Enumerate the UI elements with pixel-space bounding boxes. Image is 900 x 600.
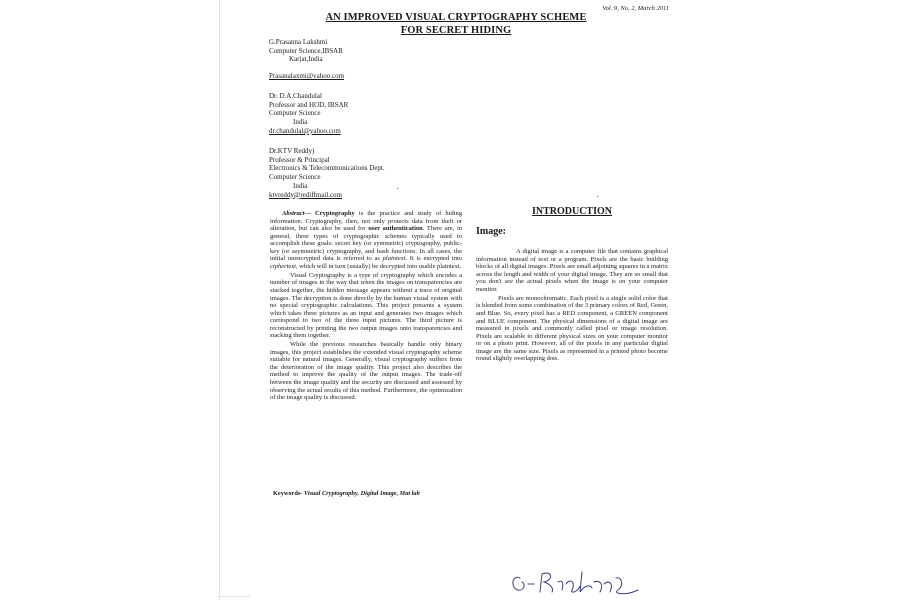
- author-block-2: [269, 92, 348, 136]
- keywords-text: Visual Cryptography, Digital Image, Mat lab: [303, 490, 420, 497]
- scan-edge-mark: [220, 596, 250, 597]
- introduction-heading: INTRODUCTION: [531, 206, 612, 217]
- author-department: Electronics & Telecommunications Dept.: [269, 164, 385, 173]
- title-line-1: AN IMPROVED VISUAL CRYPTOGRAPHY SCHEME: [325, 12, 587, 23]
- paper-title: [300, 12, 612, 37]
- author-name: Dr. D.A.Chandulal: [269, 92, 322, 100]
- abstract-label: Abstract—: [282, 210, 311, 217]
- author-name: Dr.KTV Reddy): [269, 147, 315, 155]
- introduction-column: [476, 208, 668, 364]
- scan-speck: [597, 196, 598, 197]
- term-cryptography: Cryptography: [315, 210, 355, 217]
- author-block-1: [269, 38, 344, 81]
- introduction-paragraph-1: A digital image is a computer file that contains graphical information instead of text or a program. Pixels are the basic building blocks of all digital images. Pixels are small adjoining squares in a matrix across the length and width of your digital image. They are so small that you don't see the actual pixels when the image is on your computer monitor.: [476, 248, 668, 293]
- scan-speck: [397, 188, 398, 189]
- author-email[interactable]: ktvreddy@rediffmail.com: [269, 190, 342, 199]
- term-user-authentication: user authentication: [368, 225, 423, 233]
- image-subheading: Image:: [476, 225, 506, 237]
- author-affiliation: Computer Science,IBSAR: [269, 46, 343, 55]
- author-field: Computer Science: [269, 173, 321, 182]
- author-name: G.Prasanna Lakshmi: [269, 38, 328, 46]
- abstract-paragraph-1: Abstract— Cryptography is the practice and study of hiding information. Cryptography, then, not only protects data from theft or alteration, but can also be used for user authentication. There are, in general, three types of cryptographic schemes typically used to accomplish these goals: secret key (or symmetric) cryptography, public-key (or asymmetric) cryptography, and hash functions. In all cases, the initial unencrypted data is referred to as plaintext. It is encrypted into ciphertext, which will in turn (usually) be decrypted into usable plaintext.: [270, 210, 463, 270]
- abstract-paragraph-3: While the previous researches basically handle only binary images, this project establishes the extended visual cryptography scheme suitable for natural images. Generally, visual cryptography suffers from the deterioration of the image quality. This project also describes the method to improve the quality of the output images. The trade-off between the image quality and the security are discussed and assessed by observing the actual results of this method. Furthermore, the optimization of the image quality is discussed.: [270, 341, 462, 402]
- author-block-3: [269, 147, 385, 199]
- author-location: Karjat,India: [289, 55, 323, 64]
- author-location: India: [293, 181, 308, 190]
- introduction-paragraph-2: Pixels are monochromatic. Each pixel is a single solid color that is blended from some combination of the 3 primary colors of Red, Green, and Blue. So, every pixel has a RED component, a GREEN component and BLUE component. The physical dimensions of a digital image are measured in pixels and commonly called pixel or image resolution. Pixels are scalable to different physical sizes on your computer monitor or on a photo print. However, all of the pixels in any particular digital image are the same size. Pixels as represented in a printed photo become round slightly overlapping dots.: [476, 294, 668, 363]
- scan-edge-line: [219, 0, 220, 600]
- author-affiliation: Professor and HOD, IBSAR: [269, 100, 349, 109]
- volume-info: Vol. 9, No. 2, March 2011: [602, 5, 669, 12]
- keywords-line: [273, 490, 420, 497]
- handwritten-signature: [506, 560, 646, 600]
- author-department: Computer Science: [269, 109, 321, 118]
- author-affiliation: Professor & Principal: [269, 155, 330, 164]
- abstract-paragraph-2: Visual Cryptography is a type of cryptography which encodes a number of images in the way that when the images on transparencies are stacked together, the hidden message appears without a trace of original images. The decryption is done directly by the human visual system with no special cryptographic calculations. This project presents a system which takes three pictures as an input and generates two images which correspond to two of the three input pictures. The third picture is reconstructed by printing the two output images onto transparencies and stacking them together.: [270, 271, 462, 340]
- title-line-2: FOR SECRET HIDING: [400, 24, 512, 36]
- author-location: India: [293, 118, 308, 127]
- author-email[interactable]: Prasanalaxmi@yahoo.com: [269, 72, 345, 81]
- keywords-label: Keywords-: [273, 490, 303, 497]
- term-plaintext: plaintext: [382, 255, 406, 263]
- author-email[interactable]: dr.chandulal@yahoo.com: [269, 126, 341, 135]
- term-ciphertext: ciphertext: [270, 262, 296, 270]
- abstract-column: [270, 210, 462, 403]
